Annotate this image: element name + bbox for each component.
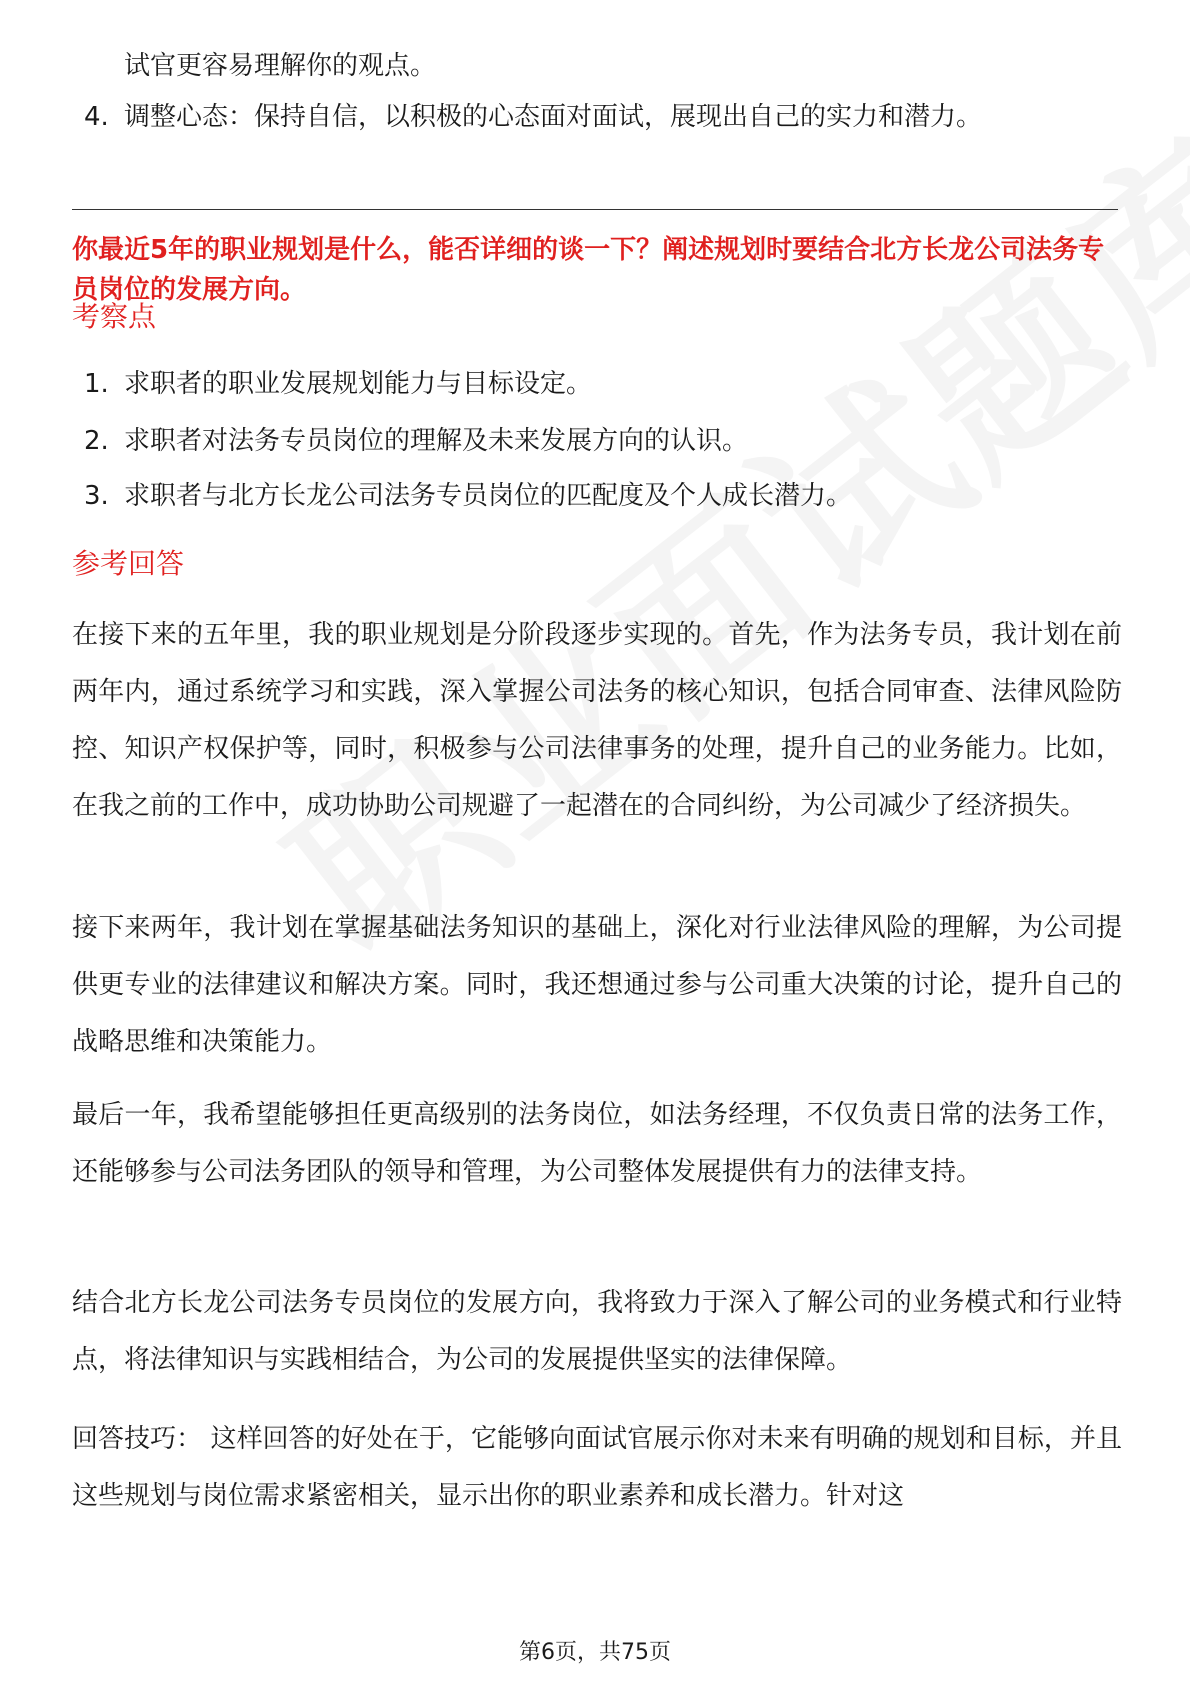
question-heading: 你最近5年的职业规划是什么，能否详细的谈一下？阐述规划时要结合北方长龙公司法务专员岗位的发展方向。 — [72, 235, 1105, 305]
focus-item — [84, 356, 592, 413]
list-number: 4. — [84, 102, 109, 132]
answer-paragraph: 接下来两年，我计划在掌握基础法务知识的基础上，深化对行业法律风险的理解，为公司提供更专业的法律建议和解决方案。同时，我还想通过参与公司重大决策的讨论，提升自己的战略思维和决策能力。 — [72, 913, 1122, 1057]
list-text: 求职者的职业发展规划能力与目标设定。 — [124, 369, 593, 399]
answer-paragraph: 在接下来的五年里，我的职业规划是分阶段逐步实现的。首先，作为法务专员，我计划在前两年内，通过系统学习和实践，深入掌握公司法务的核心知识，包括合同审查、法律风险防控、知识产权保护等，同时，积极参与公司法律事务的处理，提升自己的业务能力。比如，在我之前的工作中，成功协助公司规避了一起潜在的合同纠纷，为公司减少了经济损失。 — [72, 620, 1122, 821]
list-number: 3. — [84, 481, 109, 511]
list-number: 2. — [84, 426, 109, 456]
list-number: 1. — [84, 369, 109, 399]
answer-heading: 参考回答 — [72, 547, 185, 580]
answer-paragraph: 结合北方长龙公司法务专员岗位的发展方向，我将致力于深入了解公司的业务模式和行业特点，将法律知识与实践相结合，为公司的发展提供坚实的法律保障。 — [72, 1288, 1122, 1375]
list-text: 调整心态：保持自信，以积极的心态面对面试，展现出自己的实力和潜力。 — [124, 102, 983, 132]
list-item — [84, 89, 982, 146]
answer-paragraph: 最后一年，我希望能够担任更高级别的法务岗位，如法务经理，不仅负责日常的法务工作，还能够参与公司法务团队的领导和管理，为公司整体发展提供有力的法律支持。 — [72, 1100, 1122, 1187]
focus-item — [84, 413, 748, 470]
list-text: 求职者对法务专员岗位的理解及未来发展方向的认识。 — [124, 426, 749, 456]
focus-item — [84, 468, 852, 525]
focus-heading: 考察点 — [72, 300, 157, 333]
page-number: 第6页，共75页 — [519, 1640, 671, 1665]
tips-paragraph: 回答技巧： 这样回答的好处在于，它能够向面试官展示你对未来有明确的规划和目标，并且这些规划与岗位需求紧密相关，显示出你的职业素养和成长潜力。针对这 — [72, 1424, 1122, 1511]
list-text: 求职者与北方长龙公司法务专员岗位的匹配度及个人成长潜力。 — [124, 481, 853, 511]
continuation-text: 试官更容易理解你的观点。 — [124, 51, 437, 81]
section-divider — [72, 209, 1118, 210]
